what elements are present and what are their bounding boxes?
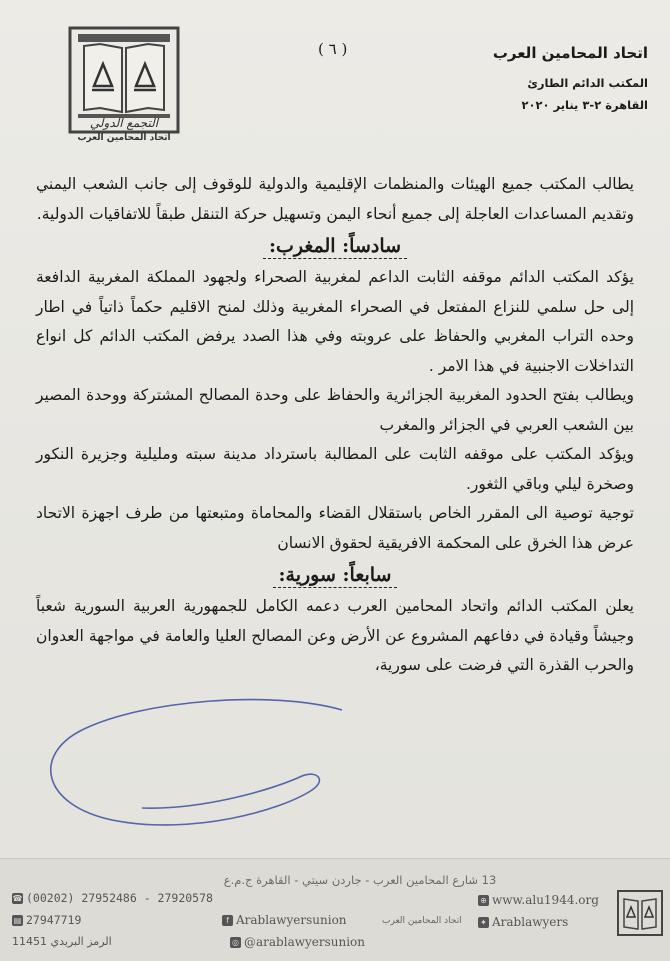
footer-facebook-label: اتحاد المحامين العرب xyxy=(382,916,462,926)
facebook-handle: Arablawyersunion xyxy=(236,913,347,927)
footer-twitter[interactable] xyxy=(478,915,568,929)
website-url: www.alu1944.org xyxy=(492,893,599,907)
footer-fax xyxy=(12,913,81,927)
letter-body xyxy=(36,170,634,681)
footer-address: 13 شارع المحامين العرب - جاردن سيتي - القاهرة ج.م.ع xyxy=(223,873,497,887)
facebook-icon: f xyxy=(222,915,233,926)
instagram-handle: @arablawyersunion xyxy=(244,935,366,949)
org-name: اتحاد المحامين العرب xyxy=(492,44,648,62)
twitter-handle: Arablawyers xyxy=(492,915,569,929)
section-6-paragraph-4: توجية توصية الى المقرر الخاص باستقلال القضاء والمحاماة ومتبعتها من طرف اجهزة الاتحاد عرض هذا الخرق على المحكمة الافريقية لحقوق الانسان xyxy=(36,504,634,552)
footer-phone xyxy=(12,891,213,905)
section-7-title: سابعاً: سورية: xyxy=(273,564,398,588)
office-name: المكتب الدائم الطارئ xyxy=(527,76,648,90)
phone-icon: ☎ xyxy=(12,894,23,903)
section-6-heading xyxy=(36,231,634,261)
section-6-paragraph-2: ويطالب بفتح الحدود المغربية الجزائرية والحفاظ على وحدة المصالح المشتركة ووحدة المصير بين الشعب العربي في الجزائر والمغرب xyxy=(36,386,634,434)
instagram-icon: ◎ xyxy=(230,937,241,948)
footer-po-box: الرمز البريدي 11451 xyxy=(12,935,112,948)
footer-instagram[interactable] xyxy=(230,935,365,949)
section-7-paragraph-1: يعلن المكتب الدائم واتحاد المحامين العرب دعمه الكامل للجمهورية العربية السورية شعباً وجيشاً وقيادة في دفاعهم المشروع عن الأرض وعن المصالح العليا والعامة في مواجهة العدوان والحرب القذرة التي فرضت على سورية، xyxy=(36,597,634,674)
fax-number: 27947719 xyxy=(26,913,82,927)
web-icon: ⊕ xyxy=(478,895,489,906)
section-7-heading xyxy=(36,560,634,590)
twitter-icon: ✦ xyxy=(478,917,489,928)
page-number: ( ٦ ) xyxy=(318,40,348,58)
footer-facebook[interactable] xyxy=(222,913,347,927)
section-6-title: سادساً: المغرب: xyxy=(263,235,407,259)
phone-number: (00202) 27952486 - 27920578 xyxy=(26,891,213,905)
section-6-paragraph-1: يؤكد المكتب الدائم موقفه الثابت الداعم لمغربية الصحراء ولجهود المملكة المغربية الدافعة إلى حل سلمي للنزاع المفتعل في الصحراء المغربية وذلك لمنح الاقليم حكماً ذاتياً في اطار وحده التراب المغربي والحفاظ على عروبته وفي هذا الصدد يرفض المكتب الدائم كل انواع التداخلات الاجنبية في هذا الامر . xyxy=(36,268,634,375)
letter-footer xyxy=(0,858,670,961)
intro-paragraph: يطالب المكتب جميع الهيئات والمنظمات الإقليمية والدولية للوقوف إلى جانب الشعب اليمني وتقديم المساعدات العاجلة إلى جميع أنحاء اليمن وتسهيل حركة التنقل طبقاً للاتفاقيات الدولية. xyxy=(36,175,634,223)
fax-icon: ▤ xyxy=(13,916,22,925)
footer-website[interactable] xyxy=(478,893,599,907)
logo-caption-bottom: اتحاد المحامين العرب xyxy=(77,133,171,143)
section-6-paragraph-3: ويؤكد المكتب على موقفه الثابت على المطالبة باسترداد مدينة سبته ومليلية وجزيرة النكور وصخرة ليلي وباقي الثغور. xyxy=(36,445,634,493)
logo-caption-top: التجمع الدولي xyxy=(89,116,159,130)
signature-scribble xyxy=(22,690,352,840)
meeting-date: القاهرة ٢-٣ يناير ٢٠٢٠ xyxy=(521,98,648,112)
letterhead-org-block xyxy=(438,44,648,112)
footer-union-logo xyxy=(616,889,664,941)
